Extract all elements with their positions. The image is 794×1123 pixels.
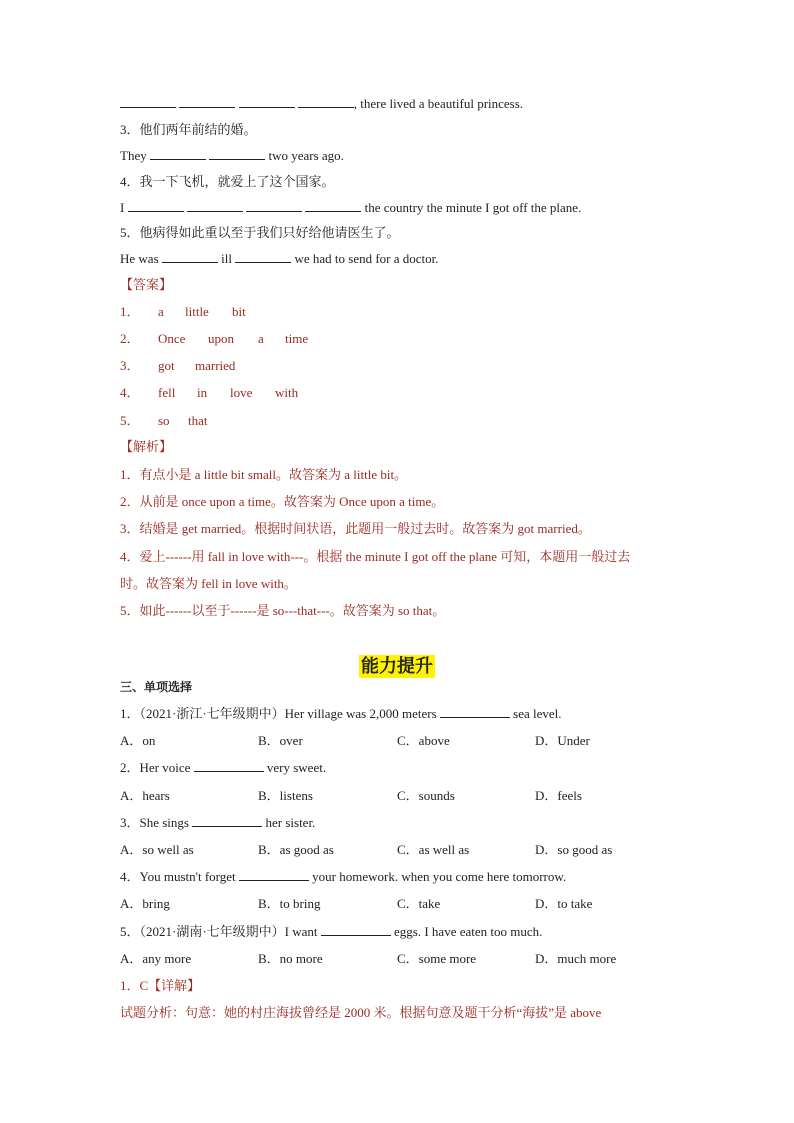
option-d[interactable]: D．to take	[535, 896, 593, 911]
section-title: 三、单项选择	[120, 680, 193, 694]
exercise-q3-english: They two years ago.	[120, 148, 344, 163]
exercise-q5-english: He was ill we had to send for a doctor.	[120, 251, 439, 266]
mc-q3: 3．She sings her sister.	[120, 815, 316, 830]
option-c[interactable]: C．as well as	[397, 842, 470, 857]
mc-q1: 1．（2021·浙江·七年级期中）Her village was 2,000 meters sea level.	[120, 706, 562, 721]
option-b[interactable]: B．no more	[258, 951, 323, 966]
option-a[interactable]: A．so well as	[120, 842, 194, 857]
mc-q4: 4．You mustn't forget your homework. when you come here tomorrow.	[120, 869, 567, 884]
exercise-q2-continuation: , there lived a beautiful princess.	[120, 95, 523, 113]
analysis-line-3: 3．结婚是 get married。根据时间状语，此题用一般过去时。故答案为 got married。	[120, 521, 591, 536]
option-a[interactable]: A．on	[120, 733, 156, 748]
option-c[interactable]: C．sounds	[397, 788, 455, 803]
analysis-label: 【解析】	[120, 439, 173, 454]
option-a[interactable]: A．bring	[120, 896, 170, 911]
option-b[interactable]: B．to bring	[258, 896, 321, 911]
option-a[interactable]: A．hears	[120, 788, 170, 803]
exercise-q3-chinese: 3．他们两年前结的婚。	[120, 122, 257, 137]
option-b[interactable]: B．as good as	[258, 842, 334, 857]
exercise-q4-english: I the country the minute I got off the plane.	[120, 200, 582, 215]
analysis-line-4a: 4．爱上------用 fall in love with---。根据 the minute I got off the plane 可知，本题用一般过去	[120, 549, 631, 564]
section-heading: 能力提升	[361, 656, 433, 677]
option-d[interactable]: D．Under	[535, 733, 590, 748]
mc-q2: 2．Her voice very sweet.	[120, 760, 327, 775]
mc-q5: 5．（2021·湖南·七年级期中）I want eggs. I have eaten too much.	[120, 924, 543, 939]
answer-label: 【答案】	[120, 277, 173, 292]
analysis-line-5: 5．如此------以至于------是 so---that---。故答案为 so that。	[120, 603, 446, 618]
analysis-line-1: 1．有点小是 a little bit small。故答案为 a little bit。	[120, 467, 408, 482]
option-c[interactable]: C．take	[397, 896, 441, 911]
option-d[interactable]: D．feels	[535, 788, 582, 803]
option-d[interactable]: D．much more	[535, 951, 617, 966]
option-b[interactable]: B．over	[258, 733, 303, 748]
option-c[interactable]: C．some more	[397, 951, 477, 966]
option-c[interactable]: C．above	[397, 733, 450, 748]
exercise-q5-chinese: 5．他病得如此重以至于我们只好给他请医生了。	[120, 225, 400, 240]
analysis-line-4b: 时。故答案为 fell in love with。	[120, 576, 297, 591]
detail-heading: 1．C【详解】	[120, 978, 201, 993]
option-a[interactable]: A．any more	[120, 951, 192, 966]
option-b[interactable]: B．listens	[258, 788, 313, 803]
exercise-q4-chinese: 4．我一下飞机，就爱上了这个国家。	[120, 174, 335, 189]
option-d[interactable]: D．so good as	[535, 842, 613, 857]
detail-text: 试题分析：句意：她的村庄海拔曾经是 2000 米。根据句意及题干分析“海拔”是 above	[120, 1005, 602, 1020]
analysis-line-2: 2．从前是 once upon a time。故答案为 Once upon a time。	[120, 494, 445, 509]
